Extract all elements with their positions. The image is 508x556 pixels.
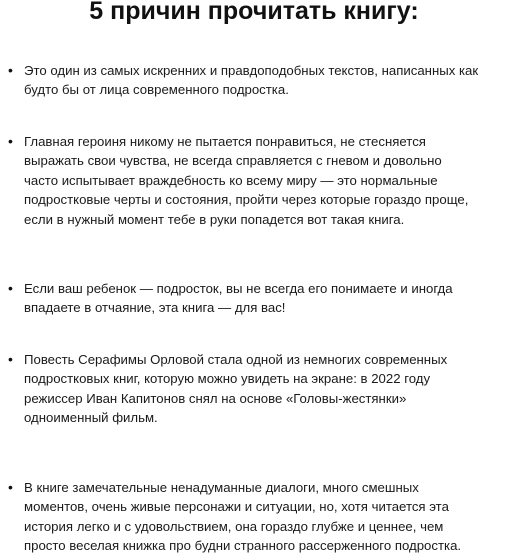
text-line: Повесть Серафимы Орловой стала одной из немногих современных [24, 352, 448, 367]
text-line: подростковые черты и состояния, пройти через которые гораздо проще, [24, 192, 469, 208]
text-line: Если ваш ребенок — подросток, вы не всегда его понимаете и иногда [24, 281, 453, 296]
text-line: Главная героиня никому не пытается понравиться, не стесняется [24, 134, 426, 149]
bullet-icon: • [8, 62, 13, 78]
text-line: история легко и с удовольствием, она гораздо глубже и ценнее, чем [24, 518, 444, 534]
bullet-icon: • [8, 133, 13, 149]
text-line: впадаете в отчаяние, эта книга — для вас! [24, 300, 286, 316]
text-line: если в нужный момент тебе в руки попадется вот такая книга. [24, 211, 405, 227]
bullet-icon: • [8, 280, 13, 296]
list-item-text [24, 279, 453, 318]
text-line: часто испытывает враждебность ко всему миру — это нормальные [24, 172, 438, 188]
text-line: просто веселая книжка про будни странного рассерженного подростка. [24, 538, 462, 554]
text-line: моментов, очень живые персонажи и ситуации, но, хотя читается эта [24, 499, 449, 515]
text-line: выражать свои чувства, не всегда справляется с гневом и довольно [24, 153, 442, 169]
bullet-icon: • [8, 351, 13, 367]
list-item-text [24, 350, 447, 428]
list-item [8, 279, 504, 318]
text-line: подростковых книг, которую можно увидеть на экране: в 2022 году [24, 371, 431, 387]
text-line: будто бы от лица современного подростка. [24, 82, 289, 98]
list-item-text [24, 61, 478, 100]
list-item [8, 61, 504, 100]
text-line: Это один из самых искренних и правдоподобных текстов, написанных как [24, 63, 479, 78]
list-item-text [24, 478, 461, 556]
list-item-text [24, 132, 468, 229]
bullet-icon: • [8, 479, 13, 495]
text-line: одноименный фильм. [24, 410, 158, 426]
text-line: режиссер Иван Капитонов снял на основе «Головы-жестянки» [24, 390, 407, 406]
text-line: В книге замечательные ненадуманные диалоги, много смешных [24, 480, 419, 495]
list-item [8, 132, 504, 229]
list-item [8, 350, 504, 428]
list-item [8, 478, 504, 556]
page-title: 5 причин прочитать книгу: [89, 0, 419, 25]
